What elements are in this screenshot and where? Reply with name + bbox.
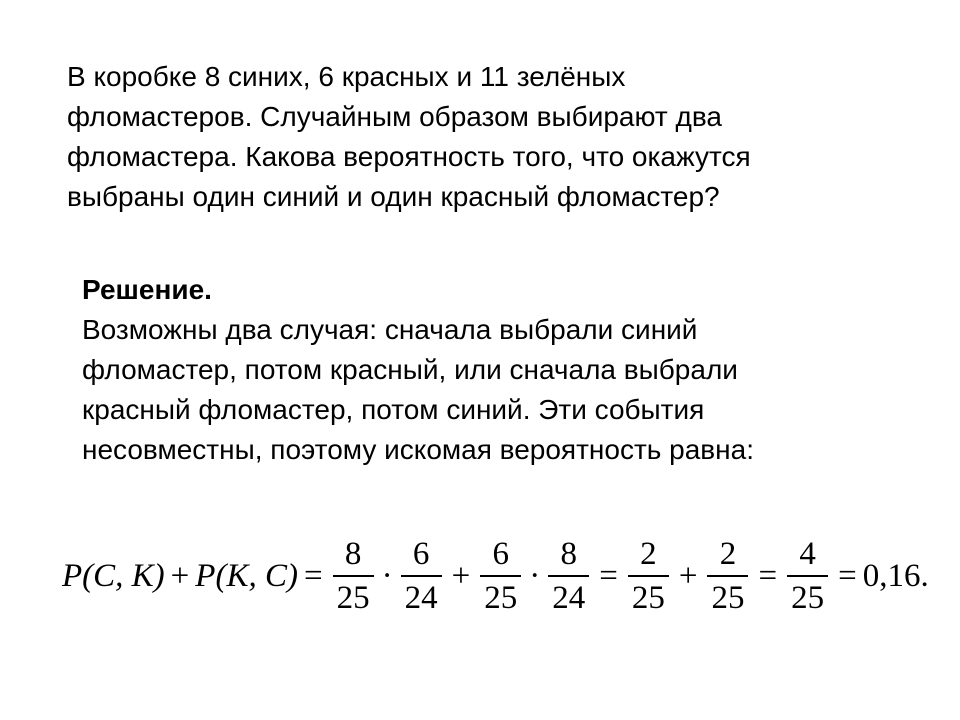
fraction xyxy=(480,535,521,616)
fraction-denominator: 25 xyxy=(480,575,521,615)
problem-line: фломастеров. Случайным образом выбирают два xyxy=(67,101,722,132)
fraction xyxy=(333,535,374,616)
fraction-denominator: 24 xyxy=(548,575,589,615)
fraction xyxy=(401,535,442,616)
formula-multiply: · xyxy=(381,557,393,594)
formula-plus: + xyxy=(451,557,471,594)
formula-term-p-k-c: P(K, C) xyxy=(195,557,298,594)
formula-equals: = xyxy=(838,557,857,594)
problem-statement xyxy=(67,57,937,217)
fraction xyxy=(628,535,669,616)
formula-equals: = xyxy=(758,557,778,594)
formula-plus: + xyxy=(678,557,698,594)
solution-line: красный фломастер, потом синий. Эти события xyxy=(82,394,705,425)
formula-equals: = xyxy=(599,557,618,594)
fraction xyxy=(548,535,589,616)
fraction-numerator: 8 xyxy=(344,535,362,572)
solution-heading: Решение. xyxy=(82,274,212,305)
fraction-numerator: 2 xyxy=(719,535,737,572)
probability-formula xyxy=(62,536,929,616)
problem-line: В коробке 8 синих, 6 красных и 11 зелёных xyxy=(67,61,626,92)
formula-equals: = xyxy=(303,557,323,594)
fraction-denominator: 25 xyxy=(787,575,828,615)
formula-plus: + xyxy=(170,557,190,594)
solution-line: фломастер, потом красный, или сначала выбрали xyxy=(82,354,738,385)
fraction-numerator: 2 xyxy=(640,535,657,572)
fraction xyxy=(787,535,828,616)
fraction-denominator: 25 xyxy=(707,575,748,615)
fraction-numerator: 6 xyxy=(492,535,509,572)
fraction-denominator: 24 xyxy=(401,575,442,615)
formula-term-p-c-k: P(C, K) xyxy=(62,557,165,594)
solution-block xyxy=(82,270,942,470)
formula-multiply: · xyxy=(529,557,541,594)
fraction-numerator: 4 xyxy=(799,535,816,572)
solution-line: Возможны два случая: сначала выбрали синий xyxy=(82,314,698,345)
fraction-denominator: 25 xyxy=(333,575,374,615)
problem-line: фломастера. Какова вероятность того, что окажутся xyxy=(67,141,751,172)
fraction xyxy=(707,535,748,616)
formula-result: 0,16. xyxy=(862,557,929,594)
problem-line: выбраны один синий и один красный фломастер? xyxy=(67,181,720,212)
fraction-numerator: 8 xyxy=(560,535,577,572)
fraction-denominator: 25 xyxy=(628,575,669,615)
solution-line: несовместны, поэтому искомая вероятность равна: xyxy=(82,434,754,465)
fraction-numerator: 6 xyxy=(412,535,430,572)
